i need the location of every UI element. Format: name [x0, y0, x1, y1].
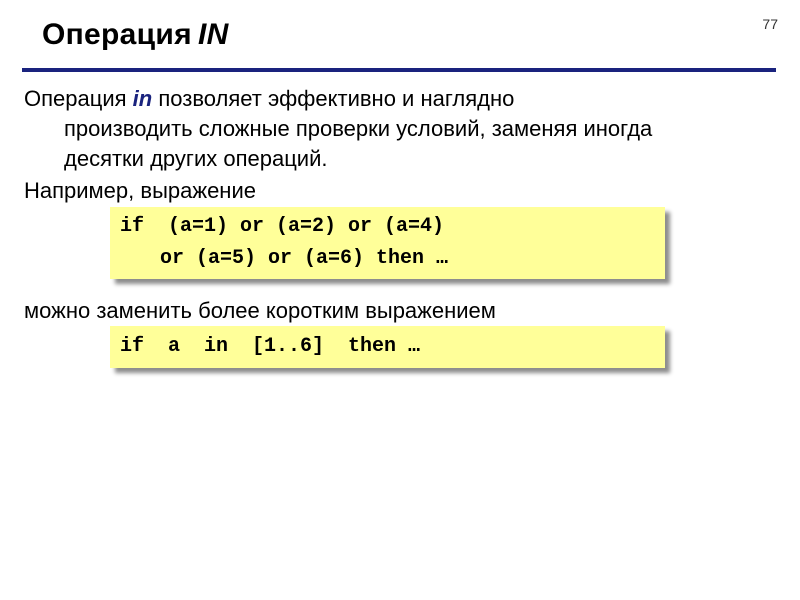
slide-title — [42, 18, 229, 52]
code-line-1: if (a=1) or (a=2) or (a=4) — [120, 215, 445, 238]
code-block-short — [110, 326, 665, 368]
title-keyword: IN — [197, 18, 229, 51]
paragraph-intro-line3: десятки других операций. — [64, 146, 328, 171]
title-underline — [22, 68, 776, 72]
keyword-in: in — [132, 86, 153, 111]
paragraph-intro-line1: позволяет эффективно и наглядно — [152, 86, 515, 111]
paragraph-intro — [24, 84, 780, 174]
code-line-2: or (a=5) or (a=6) then … — [160, 247, 449, 270]
paragraph-intro-line2: производить сложные проверки условий, заменяя иногда — [64, 116, 653, 141]
code-block-long — [110, 207, 665, 279]
title-text: Операция — [42, 18, 192, 51]
paragraph-example: Например, выражение — [24, 178, 256, 203]
slide-number: 77 — [762, 16, 778, 32]
code-line-short: if a in [1..6] then … — [120, 335, 421, 358]
paragraph-intro-before: Операция — [24, 86, 133, 111]
paragraph-replace: можно заменить более коротким выражением — [24, 298, 496, 323]
